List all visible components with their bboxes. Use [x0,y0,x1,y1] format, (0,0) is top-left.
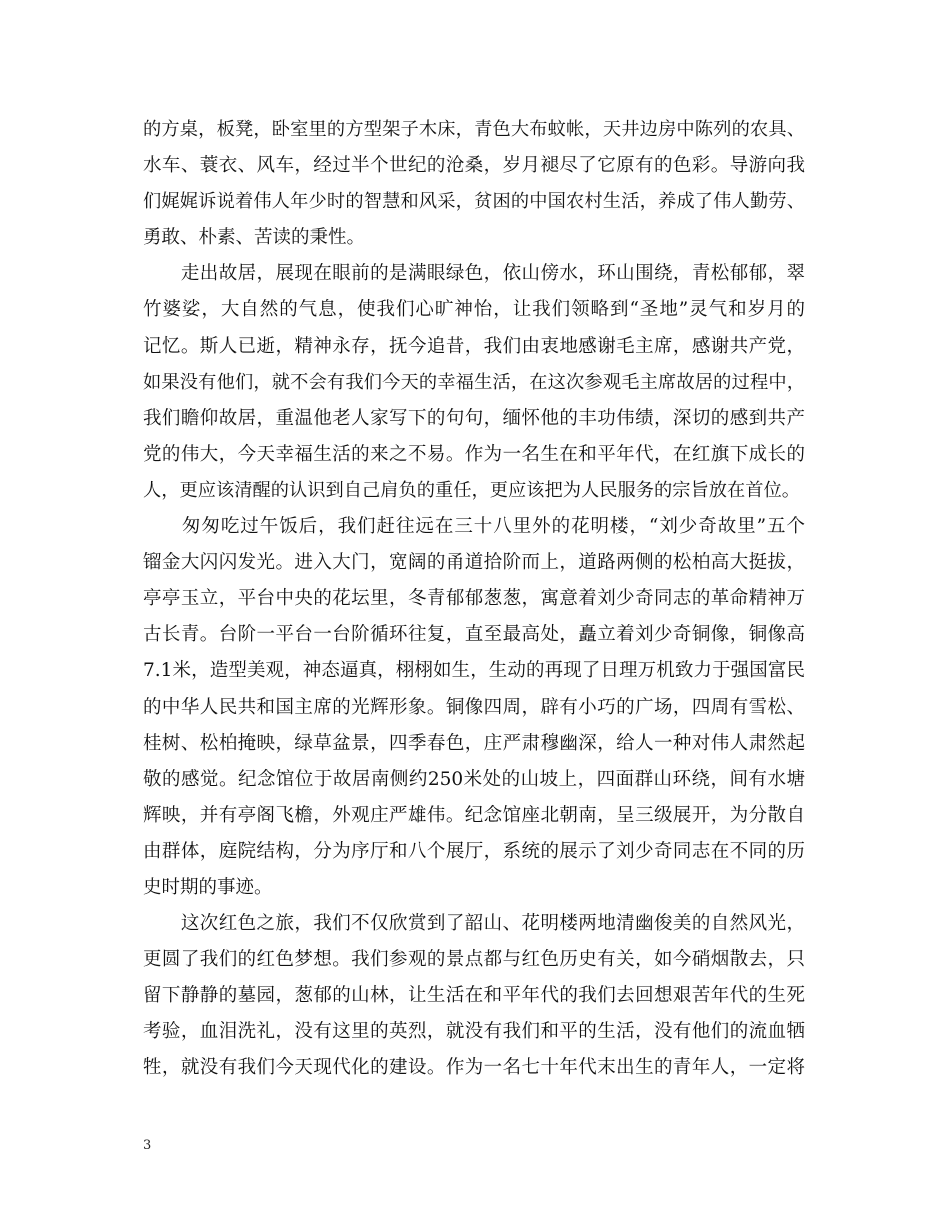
page-number: 3 [143,1138,152,1153]
text-line: 牲，就没有我们今天现代化的建设。作为一名七十年代末出生的青年人，一定将 [143,1057,805,1079]
text-line: 走出故居，展现在眼前的是满眼绿色，依山傍水，环山围绕，青松郁郁，翠 [143,263,805,285]
text-line: 更圆了我们的红色梦想。我们参观的景点都与红色历史有关，如今硝烟散去，只 [143,949,805,971]
text-line: 镏金大闪闪发光。进入大门，宽阔的甬道拾阶而上，道路两侧的松柏高大挺拔， [143,552,805,574]
text-line: 考验，血泪洗礼，没有这里的英烈，就没有我们和平的生活，没有他们的流血牺 [143,1021,805,1043]
text-line: 如果没有他们，就不会有我们今天的幸福生活，在这次参观毛主席故居的过程中， [143,371,805,393]
text-line: 亭亭玉立，平台中央的花坛里，冬青郁郁葱葱，寓意着刘少奇同志的革命精神万 [143,588,805,610]
text-line: 7.1米，造型美观，神态逼真，栩栩如生，生动的再现了日理万机致力于强国富民 [143,660,805,682]
text-line: 党的伟大，今天幸福生活的来之不易。作为一名生在和平年代，在红旗下成长的 [143,443,805,465]
text-line: 竹婆娑，大自然的气息，使我们心旷神怡，让我们领略到“圣地”灵气和岁月的 [143,299,805,321]
text-line: 匆匆吃过午饭后，我们赶往远在三十八里外的花明楼，“刘少奇故里”五个 [143,516,805,538]
text-line: 这次红色之旅，我们不仅欣赏到了韶山、花明楼两地清幽俊美的自然风光， [143,913,805,935]
text-line: 我们瞻仰故居，重温他老人家写下的句句，缅怀他的丰功伟绩，深切的感到共产 [143,407,805,429]
text-line: 辉映，并有亭阁飞檐，外观庄严雄伟。纪念馆座北朝南，呈三级展开，为分散自 [143,804,805,826]
text-line: 的中华人民共和国主席的光辉形象。铜像四周，辟有小巧的广场，四周有雪松、 [143,696,805,718]
text-line: 们娓娓诉说着伟人年少时的智慧和风采，贫困的中国农村生活，养成了伟人勤劳、 [143,191,805,213]
body-text [143,112,805,1087]
text-line: 的方桌，板凳，卧室里的方型架子木床，青色大布蚊帐，天井边房中陈列的农具、 [143,119,805,140]
text-line: 记忆。斯人已逝，精神永存，抚今追昔，我们由衷地感谢毛主席，感谢共产党， [143,335,805,357]
text-line: 史时期的事迹。 [143,876,273,898]
text-line: 桂树、松柏掩映，绿草盆景，四季春色，庄严肃穆幽深，给人一种对伟人肃然起 [143,732,805,754]
text-line: 勇敢、朴素、苦读的秉性。 [143,227,366,249]
text-line: 人，更应该清醒的认识到自己肩负的重任，更应该把为人民服务的宗旨放在首位。 [143,479,800,501]
text-line: 留下静静的墓园，葱郁的山林，让生活在和平年代的我们去回想艰苦年代的生死 [143,985,805,1007]
text-line: 水车、蓑衣、风车，经过半个世纪的沧桑，岁月褪尽了它原有的色彩。导游向我 [143,155,805,177]
text-line: 敬的感觉。纪念馆位于故居南侧约250米处的山坡上，四面群山环绕，间有水塘 [143,768,805,790]
text-line: 由群体，庭院结构，分为序厅和八个展厅，系统的展示了刘少奇同志在不同的历 [143,840,805,862]
text-line: 古长青。台阶一平台一台阶循环往复，直至最高处，矗立着刘少奇铜像，铜像高 [143,624,805,646]
